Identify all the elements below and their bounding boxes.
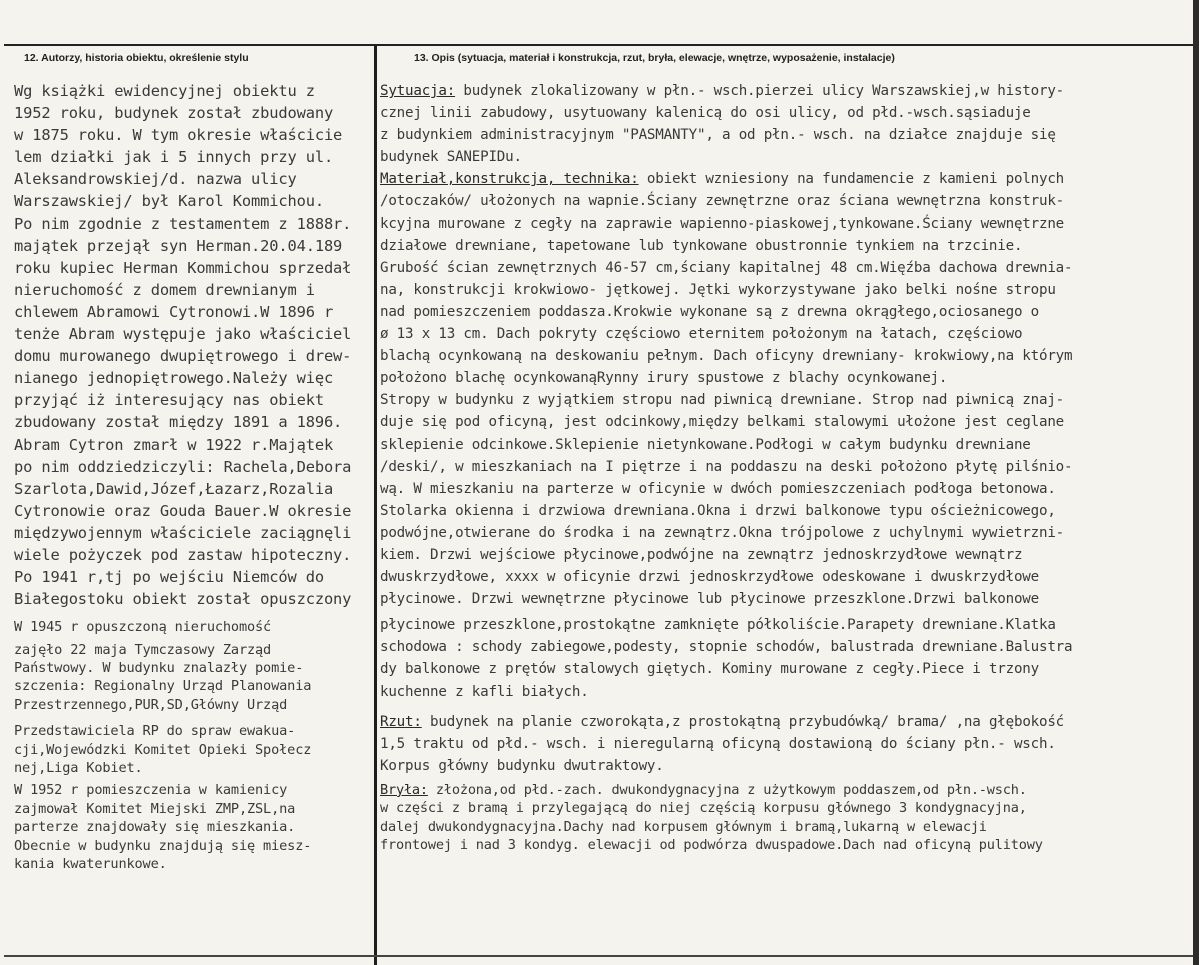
history-line: chlewem Abramowi Cytronowi.W 1896 r — [14, 302, 334, 321]
history-line: Aleksandrowskiej/d. nazwa ulicy — [14, 170, 297, 189]
section-material — [380, 168, 1192, 702]
section-sytuacja — [380, 80, 1192, 168]
description-line: Korpus główny budynku dwutraktowy. — [380, 757, 664, 774]
history-line: Wg książki ewidencyjnej obiektu z — [14, 82, 315, 100]
material-first-line: obiekt wzniesiony na fundamencie z kamieni polnych — [638, 171, 1065, 188]
bottom-rule — [4, 955, 1193, 957]
description-line: wą. W mieszkaniu na parterze w oficynie w dwóch pomieszczeniach podłoga betonowa. — [380, 480, 1056, 497]
description-line: Stolarka okienna i drzwiowa drewniana.Okna i drzwi balkonowe typu ościeżnicowego, — [380, 502, 1056, 519]
section-12-header: 12. Autorzy, historia obiektu, określenie stylu — [24, 52, 249, 64]
rzut-label: Rzut: — [380, 713, 422, 730]
description-line: dwuskrzydłowe, xxxx w oficynie drzwi jednoskrzydłowe odeskowane i dwuskrzydłowe — [380, 569, 1039, 586]
history-line: Po 1941 r,tj po wejściu Niemców do — [14, 568, 324, 587]
history-line: nieruchomość z domem drewnianym i — [14, 280, 315, 299]
description-line: blachą ocynkowaną na deskowaniu pełnym. Dach oficyny drewniany- krokwiowy,na którym — [380, 348, 1073, 365]
history-line: Przestrzennego,PUR,SD,Główny Urząd — [14, 696, 288, 713]
history-line: roku kupiec Herman Kommichou sprzedał — [14, 258, 352, 277]
history-line: w 1875 roku. W tym okresie właścicie — [14, 126, 343, 145]
history-line: tenże Abram występuje jako właściciel — [14, 325, 352, 344]
history-line: zbudowany został między 1891 a 1896. — [14, 413, 343, 432]
top-rule — [4, 44, 1193, 46]
description-line: cznej linii zabudowy, usytuowany kalenicą do osi ulicy, od płd.-wsch.sąsiaduje — [380, 105, 1031, 122]
description-line: działowe drewniane, tapetowane lub tynkowane obustronnie tynkiem na trzcinie. — [380, 237, 1023, 254]
bryla-label: Bryła: — [380, 781, 428, 798]
sytuacja-first-line: budynek zlokalizowany w płn.- wsch.pierzei ulicy Warszawskiej,w history- — [455, 83, 1065, 99]
description-line: budynek SANEPIDu. — [380, 149, 522, 166]
history-line: kania kwaterunkowe. — [14, 855, 167, 872]
history-block-4 — [14, 781, 370, 873]
description-line: frontowej i nad 3 kondyg. elewacji od podwórza dwuspadowe.Dach nad oficyną pulitowy — [380, 837, 1043, 854]
history-block-2 — [14, 618, 370, 714]
history-line: zajmował Komitet Miejski ZMP,ZSL,na — [14, 800, 296, 817]
section-bryla — [380, 781, 1192, 855]
history-line: domu murowanego dwupiętrowego i drew- — [14, 347, 352, 366]
history-line: Białegostoku obiekt został opuszczony — [14, 590, 352, 609]
description-line: ø 13 x 13 cm. Dach pokryty częściowo eternitem położonym na łatach, częściowo — [380, 326, 1023, 343]
history-line: szczenia: Regionalny Urząd Planowania — [14, 678, 312, 695]
history-line: po nim oddziedziczyli: Rachela,Debora — [14, 457, 352, 476]
history-line: lem działki jak i 5 innych przy ul. — [14, 148, 334, 167]
description-line: 1,5 traktu od płd.- wsch. i nieregularną oficyną dostawioną do ściany płn.- wsch. — [380, 735, 1056, 752]
history-line: Cytronowie oraz Gouda Bauer.W okresie — [14, 501, 352, 520]
description-line: w części z bramą i przylegającą do niej częścią korpusu głównego 3 kondygnacyjna, — [380, 800, 1027, 817]
history-line: wiele pożyczek pod zastaw hipoteczny. — [14, 545, 352, 564]
description-line: nad pomieszczeniem poddasza.Krokwie wykonane są z drewna okrągłego,ociosanego o — [380, 303, 1039, 320]
history-line: Państwowy. W budynku znalazły pomie- — [14, 660, 304, 677]
history-line: Szarlota,Dawid,Józef,Łazarz,Rozalia — [14, 479, 334, 498]
description-line: kcyjna murowane z cegły na zaprawie wapienno-piaskowej,tynkowane.Ściany wewnętrzne — [380, 215, 1065, 232]
description-line: dalej dwukondygnacyjna.Dachy nad korpusem głównym i bramą,lukarną w elewacji — [380, 818, 987, 835]
column-divider — [374, 46, 377, 965]
history-block-3 — [14, 722, 370, 777]
description-line: /otoczaków/ ułożonych na wapnie.Ściany zewnętrzne oraz ściana wewnętrzna konstruk- — [380, 193, 1065, 210]
history-line: 1952 roku, budynek został zbudowany — [14, 104, 334, 123]
history-line: majątek przejął syn Herman.20.04.189 — [14, 236, 343, 255]
sytuacja-label: Sytuacja: — [380, 83, 456, 99]
history-line: Po nim zgodnie z testamentem z 1888r. — [14, 214, 352, 233]
history-line: W 1952 r pomieszczenia w kamienicy — [14, 782, 288, 799]
history-column — [14, 80, 370, 873]
description-line: sklepienie odcinkowe.Sklepienie nietynkowane.Podłogi w całym budynku drewniane — [380, 436, 1031, 453]
description-line: położono blachę ocynkowanąRynny irury spustowe z blachy ocynkowanej. — [380, 370, 948, 387]
history-line: Abram Cytron zmarł w 1922 r.Majątek — [14, 435, 334, 454]
history-line: Przedstawiciela RP do spraw ewakua- — [14, 723, 296, 740]
description-line: Grubość ścian zewnętrznych 46-57 cm,ściany kapitalnej 48 cm.Więźba dachowa drewnia- — [380, 259, 1073, 276]
history-line: cji,Wojewódzki Komitet Opieki Społecz — [14, 741, 312, 758]
history-line: międzywojennym właściciele zaciągnęli — [14, 523, 352, 542]
history-line: nej,Liga Kobiet. — [14, 759, 143, 776]
history-line: przyjąć iż interesujący nas obiekt — [14, 391, 324, 410]
rzut-first-line: budynek na planie czworokąta,z prostokątną przybudówką/ brama/ ,na głębokość — [421, 713, 1065, 730]
history-line: Warszawskiej/ był Karol Kommichou. — [14, 192, 324, 211]
description-line: płycinowe przeszklone,prostokątne zamknięte półkoliście.Parapety drewniane.Klatka — [380, 617, 1056, 634]
description-line: Stropy w budynku z wyjątkiem stropu nad piwnicą drewniane. Strop nad piwnicą znaj- — [380, 392, 1065, 409]
history-line: Obecnie w budynku znajdują się miesz- — [14, 837, 312, 854]
history-block-1 — [14, 80, 370, 610]
description-line: dy balkonowe z prętów stalowych giętych. Kominy murowane z cegły.Piece i trzony — [380, 661, 1039, 678]
description-column — [380, 80, 1192, 854]
material-label: Materiał,konstrukcja, technika: — [380, 171, 639, 188]
scan-edge — [1193, 0, 1199, 965]
description-line: podwójne,otwierane do środka i na zewnątrz.Okna trójpolowe z uchylnymi wywietrzni- — [380, 524, 1065, 541]
history-line: zajęło 22 maja Tymczasowy Zarząd — [14, 641, 272, 658]
description-line: na, konstrukcji krokwiowo- jętkowej. Jętki wykorzystywane jako belki nośne stropu — [380, 281, 1056, 298]
description-line: z budynkiem administracyjnym "PASMANTY", a od płn.- wsch. na działce znajduje się — [380, 127, 1056, 144]
description-line: płycinowe. Drzwi wewnętrzne płycinowe lub płycinowe przeszklone.Drzwi balkonowe — [380, 591, 1039, 608]
history-line: W 1945 r opuszczoną nieruchomość — [14, 619, 272, 636]
description-line: kuchenne z kafli białych. — [380, 683, 589, 700]
section-rzut — [380, 711, 1192, 777]
description-line: /deski/, w mieszkaniach na I piętrze i na poddaszu na deski położono płytę pilśnio- — [380, 458, 1073, 475]
section-13-header: 13. Opis (sytuacja, materiał i konstrukcja, rzut, bryła, elewacje, wnętrze, wyposażenie, instalacje) — [414, 52, 895, 64]
description-line: schodowa : schody zabiegowe,podesty, stopnie schodów, balustrada drewniane.Balustra — [380, 639, 1073, 656]
description-line: duje się pod oficyną, jest odcinkowy,między belkami stalowymi ułożone jest ceglane — [380, 414, 1065, 431]
history-line: nianego jednopiętrowego.Należy więc — [14, 369, 334, 388]
bryla-first-line: złożona,od płd.-zach. dwukondygnacyjna z użytkowym poddaszem,od płn.-wsch. — [427, 781, 1027, 798]
history-line: parterze znajdowały się mieszkania. — [14, 819, 296, 836]
description-line: kiem. Drzwi wejściowe płycinowe,podwójne na zewnątrz jednoskrzydłowe wewnątrz — [380, 546, 1023, 563]
